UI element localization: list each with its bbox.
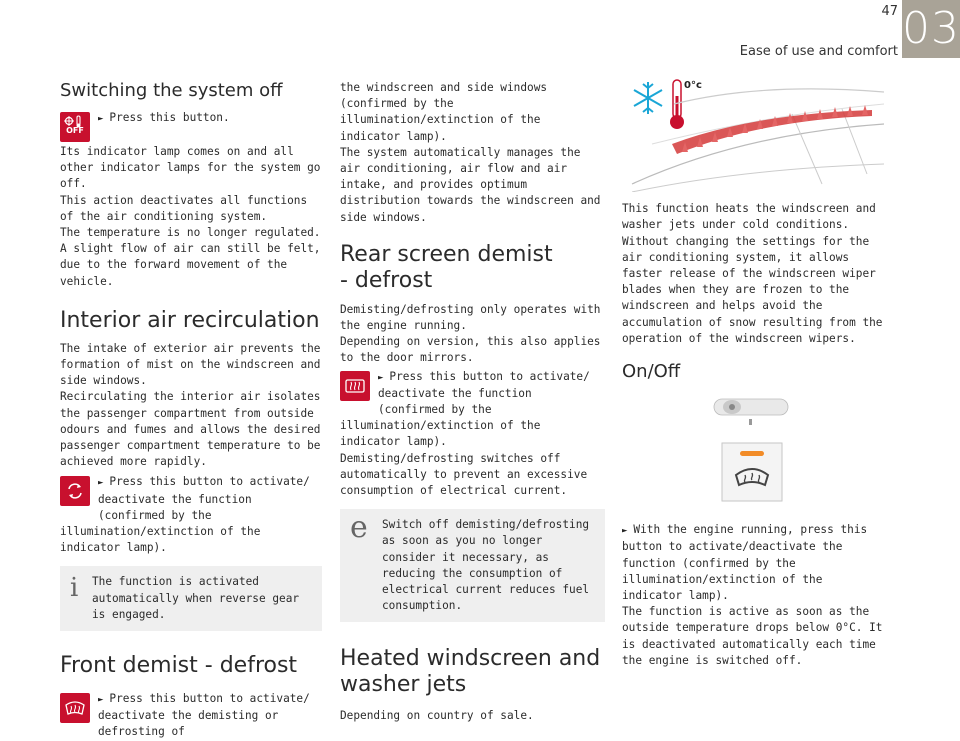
onoff-step: With the engine running, press this button to activate/deactivate the function (confirmed by the illumination/extinction of the indicator lamp). xyxy=(622,523,868,603)
heading-on-off: On/Off xyxy=(622,361,681,383)
column-3 xyxy=(622,74,884,669)
rear-demist-button xyxy=(340,371,370,401)
heated-paragraph-2: This function heats the windscreen and washer jets under cold conditions. xyxy=(622,202,876,232)
arrow-bullet-icon: ► xyxy=(98,478,104,489)
off-badge: OFF xyxy=(66,125,84,135)
heading-rear-demist xyxy=(340,242,605,294)
recirc-step: Press this button to activate/ deactivate the function (confirmed by the illumination/extinction of the indicator lamp). xyxy=(60,475,310,555)
heading-rear-line-2: - defrost xyxy=(340,267,433,293)
column-1 xyxy=(60,80,322,741)
front-continued: the windscreen and side windows (confirmed by the illumination/extinction of the indicator lamp). xyxy=(340,81,548,143)
heading-recirculation: Interior air recirculation xyxy=(60,307,320,333)
onoff-control-illustration xyxy=(622,391,884,509)
heated-paragraph-3: Without changing the settings for the air conditioning system, it allows faster release of the windscreen wiper blades when they are frozen to the windscreen and helps avoid the accumulation of snow resulting from the operation of the windscreen wipers. xyxy=(622,234,883,345)
arrow-bullet-icon: ► xyxy=(98,114,104,124)
steering-stalk-icon xyxy=(714,399,788,425)
front-demist-button xyxy=(60,693,90,723)
rear-paragraph-2: Depending on version, this also applies to the door mirrors. xyxy=(340,335,601,365)
onoff-paragraph-2: The function is active as soon as the outside temperature drops below 0°C. It is deactivated automatically each time the engine is switched off. xyxy=(622,605,883,667)
rear-demist-icon xyxy=(340,371,370,401)
off-paragraph-3: The temperature is no longer regulated. A slight flow of air can still be felt, due to the forward movement of the vehicle. xyxy=(60,226,321,288)
heading-heated-line-2: washer jets xyxy=(340,672,467,698)
recirc-paragraph-1: The intake of exterior air prevents the formation of mist on the windscreen and side windows. xyxy=(60,341,321,388)
front-step: Press this button to activate/ deactivate the demisting or defrosting of xyxy=(98,692,310,739)
heading-switch-off: Switching the system off xyxy=(60,80,283,101)
temperature-label: 0°c xyxy=(684,80,702,91)
eco-leaf-icon: e xyxy=(350,510,368,546)
snowflake-icon xyxy=(634,82,662,114)
rear-step: Press this button to activate/ deactivate the function (confirmed by the illumination/extinction of the indicator lamp). xyxy=(340,369,590,449)
front-paragraph-2: The system automatically manages the air conditioning, air flow and air intake, and provides optimum distribution towards the windscreen and side windows. xyxy=(340,145,601,224)
rear-paragraph-3: Demisting/defrosting switches off automatically to prevent an excessive consumption of electrical current. xyxy=(340,451,588,498)
eco-note xyxy=(340,509,605,622)
rear-note-text: Switch off demisting/defrosting as soon as you no longer consider it necessary, as reducing the consumption of electrical current reduces fuel consumption. xyxy=(382,518,590,613)
recirculation-button xyxy=(60,476,90,506)
heading-front-demist: Front demist - defrost xyxy=(60,653,298,679)
ac-off-button xyxy=(60,112,90,142)
off-paragraph-1: Its indicator lamp comes on and all other indicator lamps for the system go off. xyxy=(60,145,321,191)
heated-paragraph-1: Depending on country of sale. xyxy=(340,709,534,723)
thermometer-icon xyxy=(670,80,684,129)
heated-windscreen-illustration xyxy=(622,74,884,192)
arrow-bullet-icon: ► xyxy=(378,372,384,383)
heading-heated-line-1: Heated windscreen and xyxy=(340,646,601,672)
heading-heated-windscreen xyxy=(340,646,605,698)
recirc-paragraph-2: Recirculating the interior air isolates the passenger compartment from outside odours and fumes and allows the desired passenger compartment temperature to be achieved more rapidly. xyxy=(60,390,321,469)
column-2 xyxy=(340,80,605,725)
heated-windscreen-button xyxy=(722,443,782,501)
chapter-tab: 03 xyxy=(902,0,960,58)
heading-rear-line-1: Rear screen demist xyxy=(340,241,553,267)
arrow-bullet-icon: ► xyxy=(622,526,628,537)
info-note xyxy=(60,566,322,631)
front-demist-icon xyxy=(60,693,90,723)
off-step: Press this button. xyxy=(109,111,230,124)
recirculation-icon xyxy=(60,476,90,506)
page-number: 47 xyxy=(881,4,898,19)
recirc-note-text: The function is activated automatically when reverse gear is engaged. xyxy=(92,575,300,621)
arrow-bullet-icon: ► xyxy=(98,695,104,706)
off-paragraph-2: This action deactivates all functions of the air conditioning system. xyxy=(60,193,308,223)
rear-paragraph-1: Demisting/defrosting only operates with the engine running. xyxy=(340,302,601,333)
section-title: Ease of use and comfort xyxy=(739,44,898,59)
info-icon: i xyxy=(70,573,79,604)
